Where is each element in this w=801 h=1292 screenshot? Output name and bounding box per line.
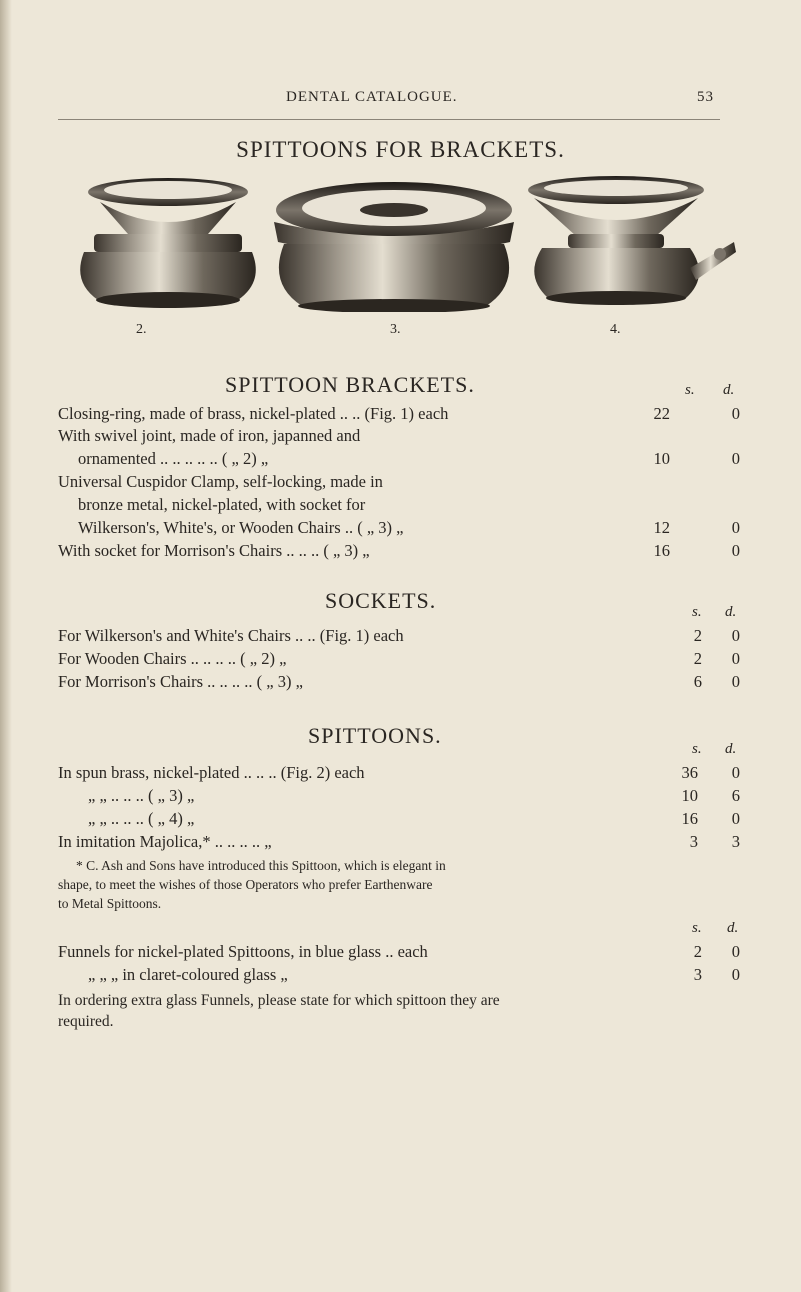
spittoon-fig-3-illustration xyxy=(274,182,514,312)
brackets-line-7-d: 0 xyxy=(731,541,740,560)
brackets-line-2: With swivel joint, made of iron, japanned and xyxy=(58,426,361,445)
funnels-line-1-s: 2 xyxy=(693,942,702,961)
brackets-line-3-s: 10 xyxy=(653,449,670,468)
sockets-col-s: s. xyxy=(692,604,702,620)
footnote-line-3: to Metal Spittoons. xyxy=(58,896,162,911)
brackets-line-1-s: 22 xyxy=(653,404,670,423)
spittoon-fig-4-illustration xyxy=(528,176,736,305)
funnels-col-s: s. xyxy=(692,920,702,936)
spittoons-line-3: „ „ .. .. .. ( „ 4) „ xyxy=(88,809,195,828)
funnels-line-2: „ „ „ in claret-coloured glass „ xyxy=(88,965,288,984)
spittoons-line-2-d: 6 xyxy=(731,786,740,805)
spittoons-line-2-s: 10 xyxy=(681,786,698,805)
brackets-line-6: Wilkerson's, White's, or Wooden Chairs .. ( „ 3) „ xyxy=(78,518,404,537)
funnels-note-line-1: In ordering extra glass Funnels, please state for which spittoon they are xyxy=(58,992,500,1009)
sockets-line-2-d: 0 xyxy=(731,649,740,668)
brackets-col-s: s. xyxy=(685,382,695,398)
running-header: DENTAL CATALOGUE. xyxy=(286,89,458,105)
figure-label-2: 2. xyxy=(136,322,147,337)
spittoons-title: SPITTOONS. xyxy=(308,723,442,748)
header-rule xyxy=(58,119,720,120)
footnote-line-1: * C. Ash and Sons have introduced this Spittoon, which is elegant in xyxy=(76,858,446,873)
sockets-line-1-s: 2 xyxy=(693,626,702,645)
brackets-col-d: d. xyxy=(723,382,735,398)
funnels-col-d: d. xyxy=(727,920,739,936)
brackets-line-1: Closing-ring, made of brass, nickel-plated .. .. (Fig. 1) each xyxy=(58,404,449,423)
spittoons-line-4-s: 3 xyxy=(689,832,698,851)
spittoon-illustrations xyxy=(58,172,738,312)
sockets-line-2: For Wooden Chairs .. .. .. .. ( „ 2) „ xyxy=(58,649,287,668)
funnels-line-1: Funnels for nickel-plated Spittoons, in blue glass .. each xyxy=(58,942,428,961)
brackets-line-7-s: 16 xyxy=(653,541,670,560)
footnote-line-2: shape, to meet the wishes of those Operators who prefer Earthenware xyxy=(58,877,433,892)
spittoons-line-3-d: 0 xyxy=(731,809,740,828)
figure-label-3: 3. xyxy=(390,322,401,337)
spittoons-line-3-s: 16 xyxy=(681,809,698,828)
spittoons-line-4: In imitation Majolica,* .. .. .. .. „ xyxy=(58,832,272,851)
sockets-line-3: For Morrison's Chairs .. .. .. .. ( „ 3) „ xyxy=(58,672,303,691)
spittoons-line-1-s: 36 xyxy=(681,763,698,782)
sockets-line-2-s: 2 xyxy=(693,649,702,668)
page-spine-shadow xyxy=(0,0,12,1292)
funnels-line-2-s: 3 xyxy=(693,965,702,984)
sockets-title: SOCKETS. xyxy=(325,588,437,613)
main-title: SPITTOONS FOR BRACKETS. xyxy=(236,137,565,162)
spittoons-line-1: In spun brass, nickel-plated .. .. .. (Fig. 2) each xyxy=(58,763,365,782)
funnels-line-1-d: 0 xyxy=(731,942,740,961)
spittoons-line-2: „ „ .. .. .. ( „ 3) „ xyxy=(88,786,195,805)
sockets-line-3-d: 0 xyxy=(731,672,740,691)
brackets-line-4: Universal Cuspidor Clamp, self-locking, made in xyxy=(58,472,383,491)
brackets-line-3-d: 0 xyxy=(731,449,740,468)
brackets-line-6-d: 0 xyxy=(731,518,740,537)
spittoons-line-1-d: 0 xyxy=(731,763,740,782)
sockets-line-1: For Wilkerson's and White's Chairs .. .. (Fig. 1) each xyxy=(58,626,404,645)
brackets-title: SPITTOON BRACKETS. xyxy=(225,372,475,397)
spittoons-col-s: s. xyxy=(692,741,702,757)
spittoons-line-4-d: 3 xyxy=(731,832,740,851)
sockets-line-3-s: 6 xyxy=(693,672,702,691)
funnels-note-line-2: required. xyxy=(58,1013,114,1030)
brackets-line-6-s: 12 xyxy=(653,518,670,537)
brackets-line-3: ornamented .. .. .. .. .. ( „ 2) „ xyxy=(78,449,269,468)
page-number: 53 xyxy=(697,89,714,105)
brackets-line-7: With socket for Morrison's Chairs .. .. .. ( „ 3) „ xyxy=(58,541,370,560)
brackets-line-1-d: 0 xyxy=(731,404,740,423)
sockets-col-d: d. xyxy=(725,604,737,620)
brackets-line-5: bronze metal, nickel-plated, with socket for xyxy=(78,495,366,514)
figure-label-4: 4. xyxy=(610,322,621,337)
funnels-line-2-d: 0 xyxy=(731,965,740,984)
spittoon-fig-2-illustration xyxy=(80,178,256,308)
sockets-line-1-d: 0 xyxy=(731,626,740,645)
spittoons-col-d: d. xyxy=(725,741,737,757)
